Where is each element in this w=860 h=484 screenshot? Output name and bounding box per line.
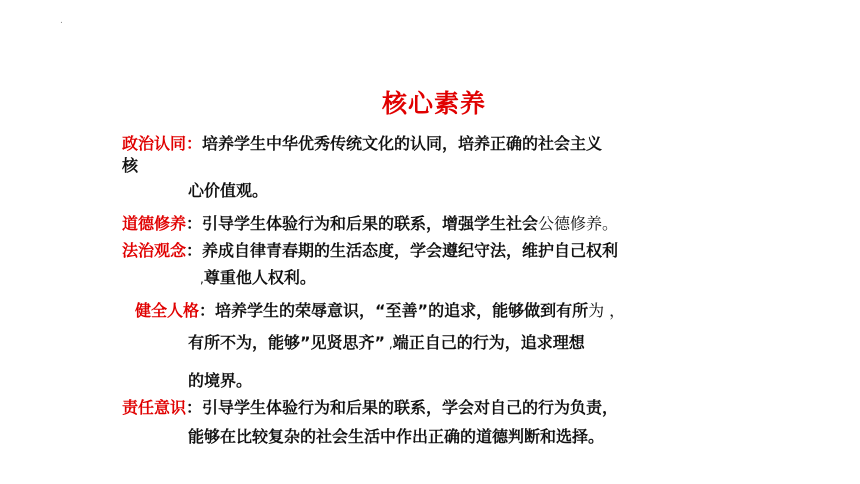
item-political-line2 (122, 156, 138, 176)
item-responsibility-line1 (122, 398, 618, 418)
corner-mark: . (60, 16, 63, 26)
item-text: 为 ， (588, 301, 626, 320)
item-political-line3 (188, 181, 268, 201)
item-law-line1 (122, 241, 618, 261)
item-text: 培养学生的荣辱意识，“至善”的追求，能够做到有所 (215, 301, 589, 320)
term-colon: ： (199, 301, 216, 320)
term-colon: ： (186, 398, 203, 417)
item-text: 养成自律青春期的生活态度，学会遵纪守法，维护自己权利 (202, 241, 619, 260)
term-personality: 健全人格 (135, 301, 200, 320)
item-comma: , (200, 272, 204, 286)
term-responsibility: 责任意识 (122, 398, 187, 417)
item-personality-line3 (188, 371, 252, 391)
item-law-line2 (200, 268, 316, 289)
term-colon: ： (186, 214, 203, 233)
item-text: 培养学生中华优秀传统文化的认同，培养正确的社会主义 (202, 134, 603, 153)
item-political-line1 (122, 134, 602, 154)
item-personality-line2 (188, 333, 585, 354)
page-title: 核心素养 (382, 89, 487, 118)
term-colon: ： (186, 134, 203, 153)
term-law: 法治观念 (122, 241, 187, 260)
item-text: 的境界。 (188, 371, 253, 390)
term-colon: ： (186, 241, 203, 260)
item-text: 尊重他人权利。 (203, 268, 316, 287)
item-responsibility-line2 (188, 427, 604, 447)
item-comma: , (385, 337, 393, 351)
item-text: 有所不为，能够”见贤思齐” (188, 333, 386, 352)
item-text: 端正自己的行为，追求理想 (392, 333, 585, 352)
term-political: 政治认同 (122, 134, 187, 153)
item-personality-line1 (135, 301, 625, 321)
item-text: 心价值观。 (188, 181, 269, 200)
item-text: 能够在比较复杂的社会生活中作出正确的道德判断和选择。 (188, 427, 605, 446)
item-text: 引导学生体验行为和后果的联系，学会对自己的行为负责， (202, 398, 619, 417)
item-text: 引导学生体验行为和后果的联系，增强学生社会 (202, 214, 539, 233)
item-text: 公德修养。 (538, 214, 619, 233)
item-moral-line1 (122, 214, 618, 234)
item-text: 核 (122, 156, 139, 175)
term-moral: 道德修养 (122, 214, 187, 233)
